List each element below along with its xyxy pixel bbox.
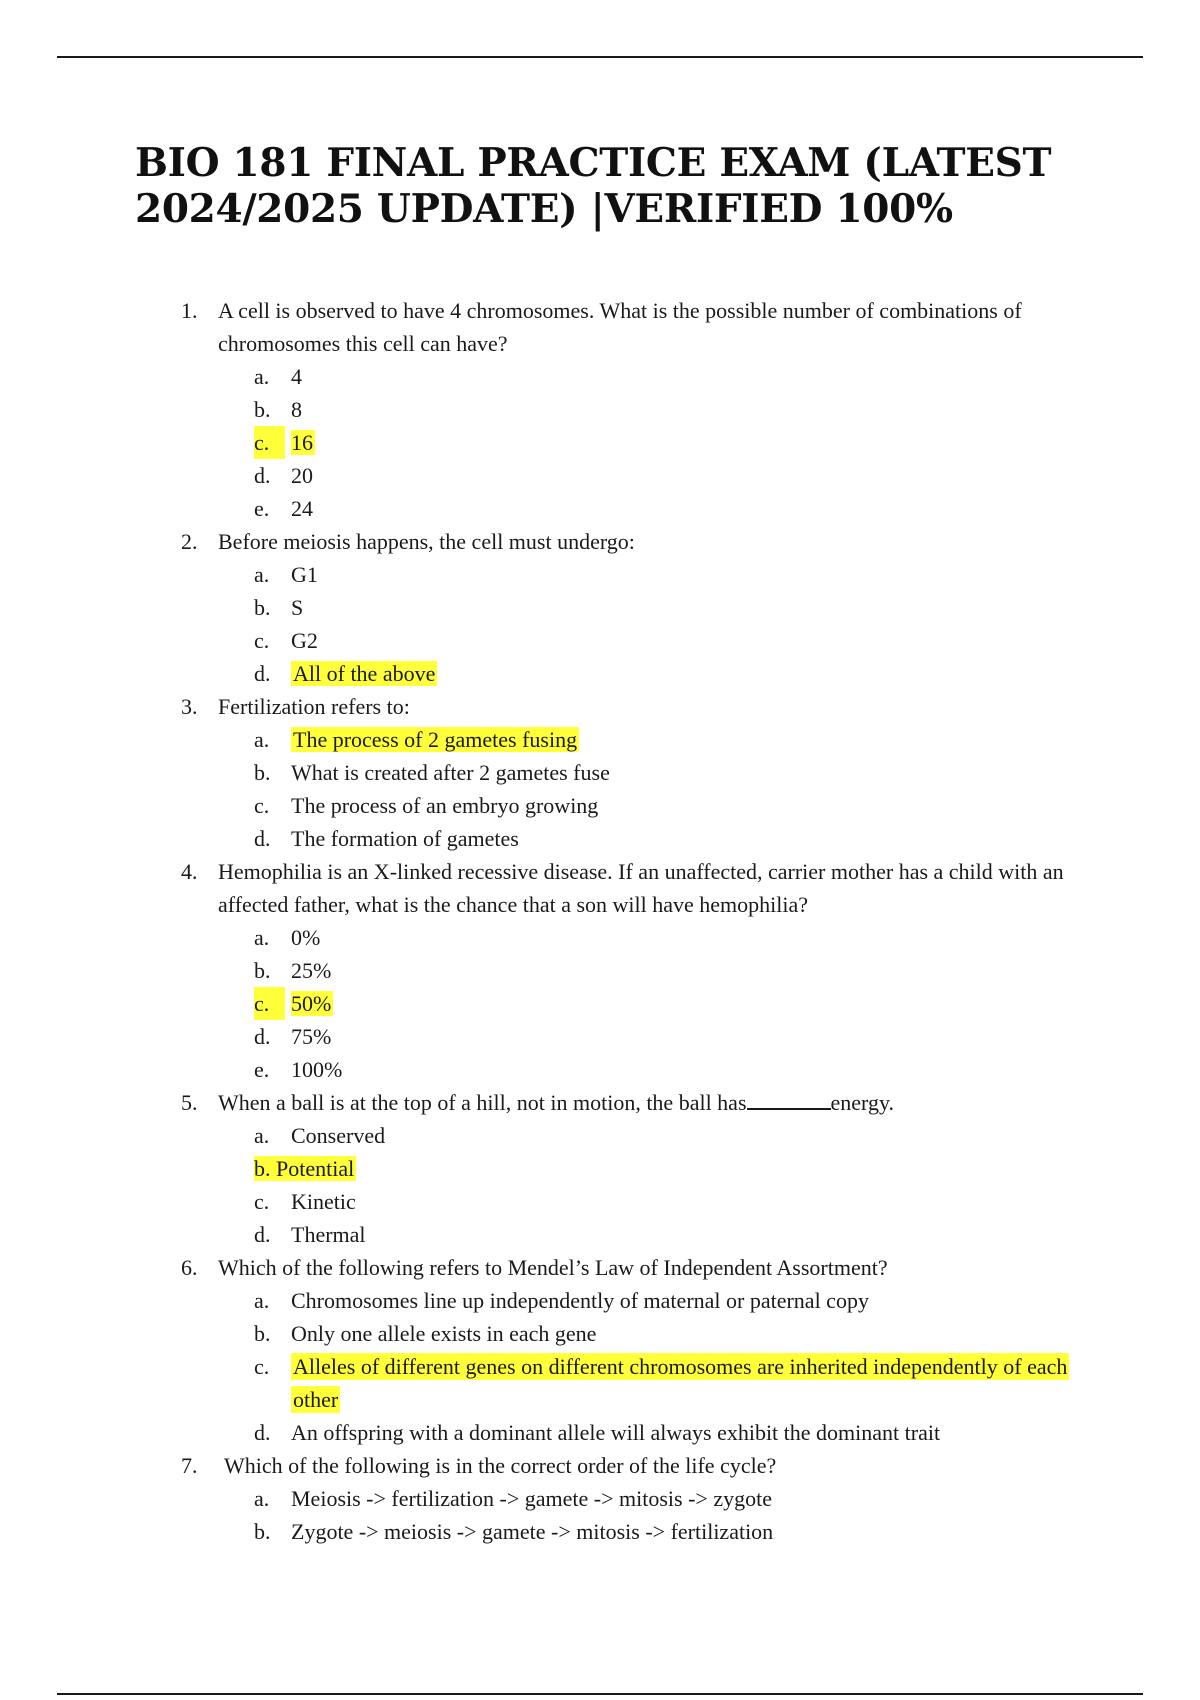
question-3 bbox=[0, 690, 1078, 723]
option-letter: a. bbox=[254, 1123, 270, 1148]
option-item-answer bbox=[0, 987, 1091, 1020]
option-text: Thermal bbox=[291, 1222, 366, 1247]
option-text-highlighted: 16 bbox=[291, 430, 313, 455]
option-text: What is created after 2 gametes fuse bbox=[291, 760, 610, 785]
option-text: G2 bbox=[291, 628, 318, 653]
option-text: Zygote -> meiosis -> gamete -> mitosis -> fertilization bbox=[291, 1519, 774, 1544]
option-item-answer bbox=[0, 426, 1091, 459]
option-letter: b. bbox=[254, 958, 271, 983]
option-text-highlighted: 50% bbox=[291, 991, 332, 1016]
option-letter: a. bbox=[254, 727, 270, 752]
option-letter: c. bbox=[254, 628, 270, 653]
option-text: Kinetic bbox=[291, 1189, 356, 1214]
option-letter: a. bbox=[254, 364, 270, 389]
option-item-answer bbox=[0, 1152, 1054, 1185]
question-4 bbox=[0, 855, 1078, 921]
title-line-1: BIO 181 FINAL PRACTICE EXAM (LATEST bbox=[135, 140, 1052, 186]
question-6 bbox=[0, 1251, 1078, 1284]
footer-rule bbox=[57, 1693, 1143, 1695]
option-text-highlighted: The process of 2 gametes fusing bbox=[293, 727, 578, 752]
question-7 bbox=[0, 1449, 1084, 1482]
option-text: 8 bbox=[291, 397, 302, 422]
option-text: The process of an embryo growing bbox=[291, 793, 599, 818]
option-text: 100% bbox=[291, 1057, 343, 1082]
header-rule bbox=[57, 56, 1143, 58]
question-list bbox=[0, 294, 1200, 1548]
option-item bbox=[0, 393, 1091, 426]
question-number: 4. bbox=[181, 859, 198, 884]
option-item-answer bbox=[0, 723, 1091, 756]
option-letter: a. bbox=[254, 925, 270, 950]
question-number: 1. bbox=[181, 298, 198, 323]
option-text: 20 bbox=[291, 463, 313, 488]
option-letter: e. bbox=[254, 1057, 270, 1082]
option-letter: d. bbox=[254, 463, 271, 488]
option-letter: a. bbox=[254, 562, 270, 587]
option-text: Only one allele exists in each gene bbox=[291, 1321, 597, 1346]
option-item bbox=[0, 591, 1091, 624]
option-letter: a. bbox=[254, 1486, 270, 1511]
option-letter: c. bbox=[254, 793, 270, 818]
option-item bbox=[0, 1020, 1091, 1053]
question-text: Hemophilia is an X-linked recessive disease. If an unaffected, carrier mother has a child with an affected father, what is the chance that a son will have hemophilia? bbox=[218, 859, 1064, 917]
option-text: 25% bbox=[291, 958, 332, 983]
option-letter: d. bbox=[254, 661, 271, 686]
option-letter: b. bbox=[254, 1321, 271, 1346]
option-item bbox=[0, 1515, 1091, 1548]
option-text: 0% bbox=[291, 925, 321, 950]
option-letter: c. bbox=[254, 426, 271, 459]
option-letter: a. bbox=[254, 1288, 270, 1313]
option-item bbox=[0, 624, 1091, 657]
option-letter: d. bbox=[254, 1024, 271, 1049]
option-item-answer bbox=[0, 657, 1091, 690]
option-letter: b. bbox=[254, 397, 271, 422]
option-letter: b. bbox=[254, 1519, 271, 1544]
question-text: Before meiosis happens, the cell must undergo: bbox=[218, 529, 635, 554]
question-text: Which of the following refers to Mendel’s Law of Independent Assortment? bbox=[218, 1255, 888, 1280]
question-number: 2. bbox=[181, 529, 198, 554]
question-5 bbox=[0, 1086, 1078, 1119]
option-text: An offspring with a dominant allele will always exhibit the dominant trait bbox=[291, 1420, 941, 1445]
option-item bbox=[0, 1317, 1091, 1350]
question-number: 7. bbox=[181, 1453, 198, 1478]
option-item bbox=[0, 1482, 1091, 1515]
question-text: When a ball is at the top of a hill, not in motion, the ball has bbox=[218, 1090, 747, 1115]
option-item bbox=[0, 360, 1091, 393]
page-title bbox=[135, 140, 1095, 232]
option-item bbox=[0, 1284, 1091, 1317]
option-text-highlighted: All of the above bbox=[293, 661, 436, 686]
question-text: Which of the following is in the correct order of the life cycle? bbox=[224, 1453, 777, 1478]
option-item-answer bbox=[0, 1350, 1091, 1416]
option-text: 24 bbox=[291, 496, 313, 521]
option-item bbox=[0, 756, 1091, 789]
option-item bbox=[0, 789, 1091, 822]
question-number: 5. bbox=[181, 1090, 198, 1115]
option-letter: d. bbox=[254, 1420, 271, 1445]
option-text-highlighted: Potential bbox=[276, 1156, 355, 1181]
option-item bbox=[0, 822, 1091, 855]
question-text: A cell is observed to have 4 chromosomes. What is the possible number of combinations of chromosomes this cell can have? bbox=[218, 298, 1022, 356]
option-item bbox=[0, 1053, 1091, 1086]
option-item bbox=[0, 1185, 1091, 1218]
title-line-2: 2024/2025 UPDATE) |VERIFIED 100% bbox=[135, 186, 953, 232]
question-1 bbox=[0, 294, 1078, 360]
option-text: S bbox=[291, 595, 304, 620]
option-item bbox=[0, 558, 1091, 591]
option-item bbox=[0, 954, 1091, 987]
option-letter: d. bbox=[254, 1222, 271, 1247]
option-item bbox=[0, 921, 1091, 954]
option-letter: d. bbox=[254, 826, 271, 851]
option-highlighted bbox=[254, 1156, 356, 1181]
option-letter: e. bbox=[254, 496, 270, 521]
option-letter: c. bbox=[254, 987, 271, 1020]
option-text: Meiosis -> fertilization -> gamete -> mitosis -> zygote bbox=[291, 1486, 772, 1511]
option-text: The formation of gametes bbox=[291, 826, 519, 851]
question-2 bbox=[0, 525, 1078, 558]
option-text-highlighted: Alleles of different genes on different chromosomes are inherited independently of each other bbox=[293, 1354, 1068, 1412]
option-letter: c. bbox=[254, 1189, 270, 1214]
option-text: 75% bbox=[291, 1024, 332, 1049]
option-item bbox=[0, 1218, 1091, 1251]
question-number: 6. bbox=[181, 1255, 198, 1280]
question-text: Fertilization refers to: bbox=[218, 694, 410, 719]
question-number: 3. bbox=[181, 694, 198, 719]
option-letter: b. bbox=[254, 1156, 271, 1181]
fill-in-blank bbox=[747, 1088, 831, 1110]
question-text-end: energy. bbox=[830, 1090, 895, 1115]
option-item bbox=[0, 1416, 1091, 1449]
option-letter: b. bbox=[254, 595, 271, 620]
option-text: G1 bbox=[291, 562, 318, 587]
option-text: Chromosomes line up independently of maternal or paternal copy bbox=[291, 1288, 869, 1313]
option-text: 4 bbox=[291, 364, 302, 389]
option-item bbox=[0, 1119, 1091, 1152]
option-item bbox=[0, 492, 1091, 525]
option-letter: c. bbox=[254, 1354, 270, 1379]
option-letter: b. bbox=[254, 760, 271, 785]
option-item bbox=[0, 459, 1091, 492]
option-text: Conserved bbox=[291, 1123, 386, 1148]
